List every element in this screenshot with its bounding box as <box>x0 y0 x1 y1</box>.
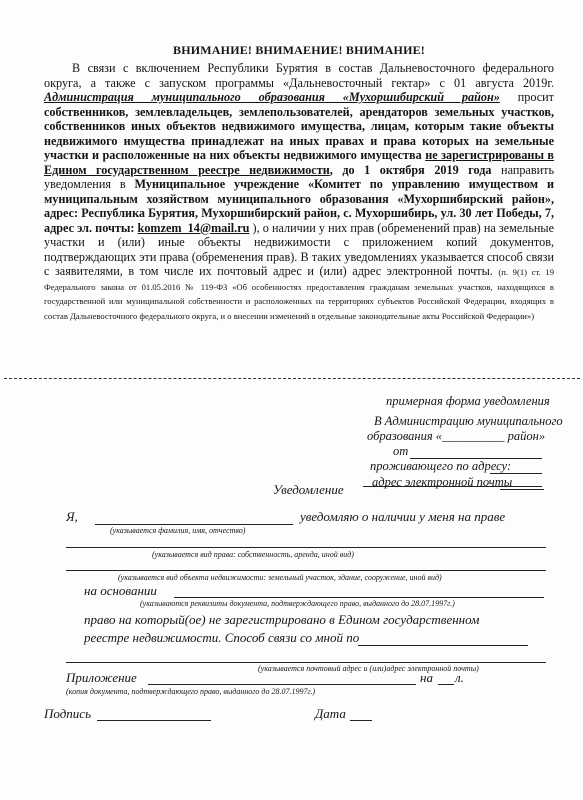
document-field-line[interactable] <box>174 597 544 598</box>
hint-attachment: (копия документа, подтверждающего право, выданного до 28.07.1997г.) <box>66 687 316 696</box>
hint-object-type: (указывается вид объекта недвижимости: земельный участок, здание, сооружение, иной вид) <box>118 573 442 582</box>
contact-field-line-2[interactable] <box>66 662 546 663</box>
fullname-field-line[interactable] <box>95 524 293 525</box>
registration-text-1: право на который(ое) не зарегистрировано в Едином государственном <box>84 612 480 627</box>
notice-block <box>44 43 554 322</box>
sample-form-label: примерная форма уведомления <box>386 394 550 408</box>
signature-label: Подпись <box>44 706 91 721</box>
committee-address: Муниципальное учреждение «Комитет по управлению имуществом и муниципальным хозяйством муниципального образования «Мухоршибирский район», адрес: Республика Бурятия, Мухоршибирский район, с. Мухоршибирь, ул. 30 лет Победы, 7, адрес эл. почты: <box>44 177 554 235</box>
date-field-line[interactable] <box>350 720 372 721</box>
registration-text-2: реестре недвижимости. Способ связи со мной по <box>84 630 360 645</box>
recipient-line-2: образования «__________ район» <box>367 429 546 443</box>
cut-line-divider <box>4 378 580 379</box>
administration-name: Администрация муниципального образования «Мухоршибирский район» <box>44 90 500 104</box>
notice-addressees: собственников, землевладельцев, землепользователей, арендаторов земельных участков, собственников иных объектов недвижимого имущества, лицам, которым такие объекты недвижимого имущества принадлежат на иных правах и права которых на земельные участки и расположенные на них объекты недвижимого имущества <box>44 104 554 162</box>
notice-body <box>44 61 554 322</box>
email-label: адрес электронной почты <box>372 475 513 489</box>
notify-text: уведомляю о наличии у меня на праве <box>300 509 506 524</box>
signature-field-line[interactable] <box>97 720 211 721</box>
attachment-label: Приложение <box>66 670 137 685</box>
committee-email: komzem_14@mail.ru <box>137 220 250 235</box>
recipient-line-1: В Администрацию муниципального <box>374 414 563 428</box>
residing-label: проживающего по адресу: <box>370 459 512 473</box>
notice-intro: В связи с включением Республики Бурятия в состав Дальневосточного федерального округа, а также с запуском программы «Дальневосточный гектар» с 01 августа 2019г. <box>44 61 554 90</box>
notice-title: ВНИМАНИЕ! ВНИМАЕНИЕ! ВНИМАНИЕ! <box>173 43 425 57</box>
notice-deadline: , до 1 октября 2019 года <box>329 162 492 177</box>
i-label: Я, <box>66 509 78 524</box>
sheets-on-label: на <box>420 670 433 685</box>
object-type-field-line[interactable] <box>66 570 546 571</box>
notice-details: ), о наличии у них прав (обременений прав) на земельные участки и (или) иные объекты недвижимости с приложением копий документов, подтверждающих эти права (обременения прав). В таких уведомлениях указывается способ связи с заявителями, в том числе их почтовый адрес и (или) адрес электронной почты. <box>44 220 555 278</box>
sample-form <box>0 388 583 800</box>
contact-field-line[interactable] <box>358 645 528 646</box>
notice-request: просит <box>517 90 554 104</box>
right-type-field-line[interactable] <box>66 547 546 548</box>
basis-label: на основании <box>84 583 157 598</box>
form-heading: Уведомление <box>273 482 344 497</box>
notice-send-to: направить уведомления в <box>44 162 555 191</box>
from-label: от <box>393 444 409 458</box>
hint-contact: (указывается почтовый адрес и (или)адрес электронной почты) <box>258 664 479 673</box>
email-field-line[interactable] <box>500 489 544 490</box>
date-label: Дата <box>315 706 346 721</box>
hint-fullname: (указывается фамилия, имя, отчество) <box>110 526 246 535</box>
sheets-count-field-line[interactable] <box>438 684 454 685</box>
hint-document: (указываются реквизиты документа, подтверждающего право, выданного до 28.07.1997г.) <box>140 599 455 608</box>
law-reference: (п. 9(1) ст. 19 Федерального закона от 01.05.2016 № 119-ФЗ «Об особенностях предоставления гражданам земельных участков, находящихся в государственной или муниципальной собственности и расположенных на территориях субъектов Российской Федерации, входящих в состав Дальневосточного федерального округа, и о внесении изменений в отдельные законодательные акты Российской Федерации») <box>44 267 555 321</box>
address-field-line[interactable] <box>490 473 542 474</box>
attachment-field-line[interactable] <box>148 684 416 685</box>
sheets-label: л. <box>455 670 464 685</box>
notice-not-registered: не зарегистрированы в Едином государственном реестре недвижимости <box>44 148 555 177</box>
hint-right-type: (указывается вид права: собственность, аренда, иной вид) <box>152 550 354 559</box>
